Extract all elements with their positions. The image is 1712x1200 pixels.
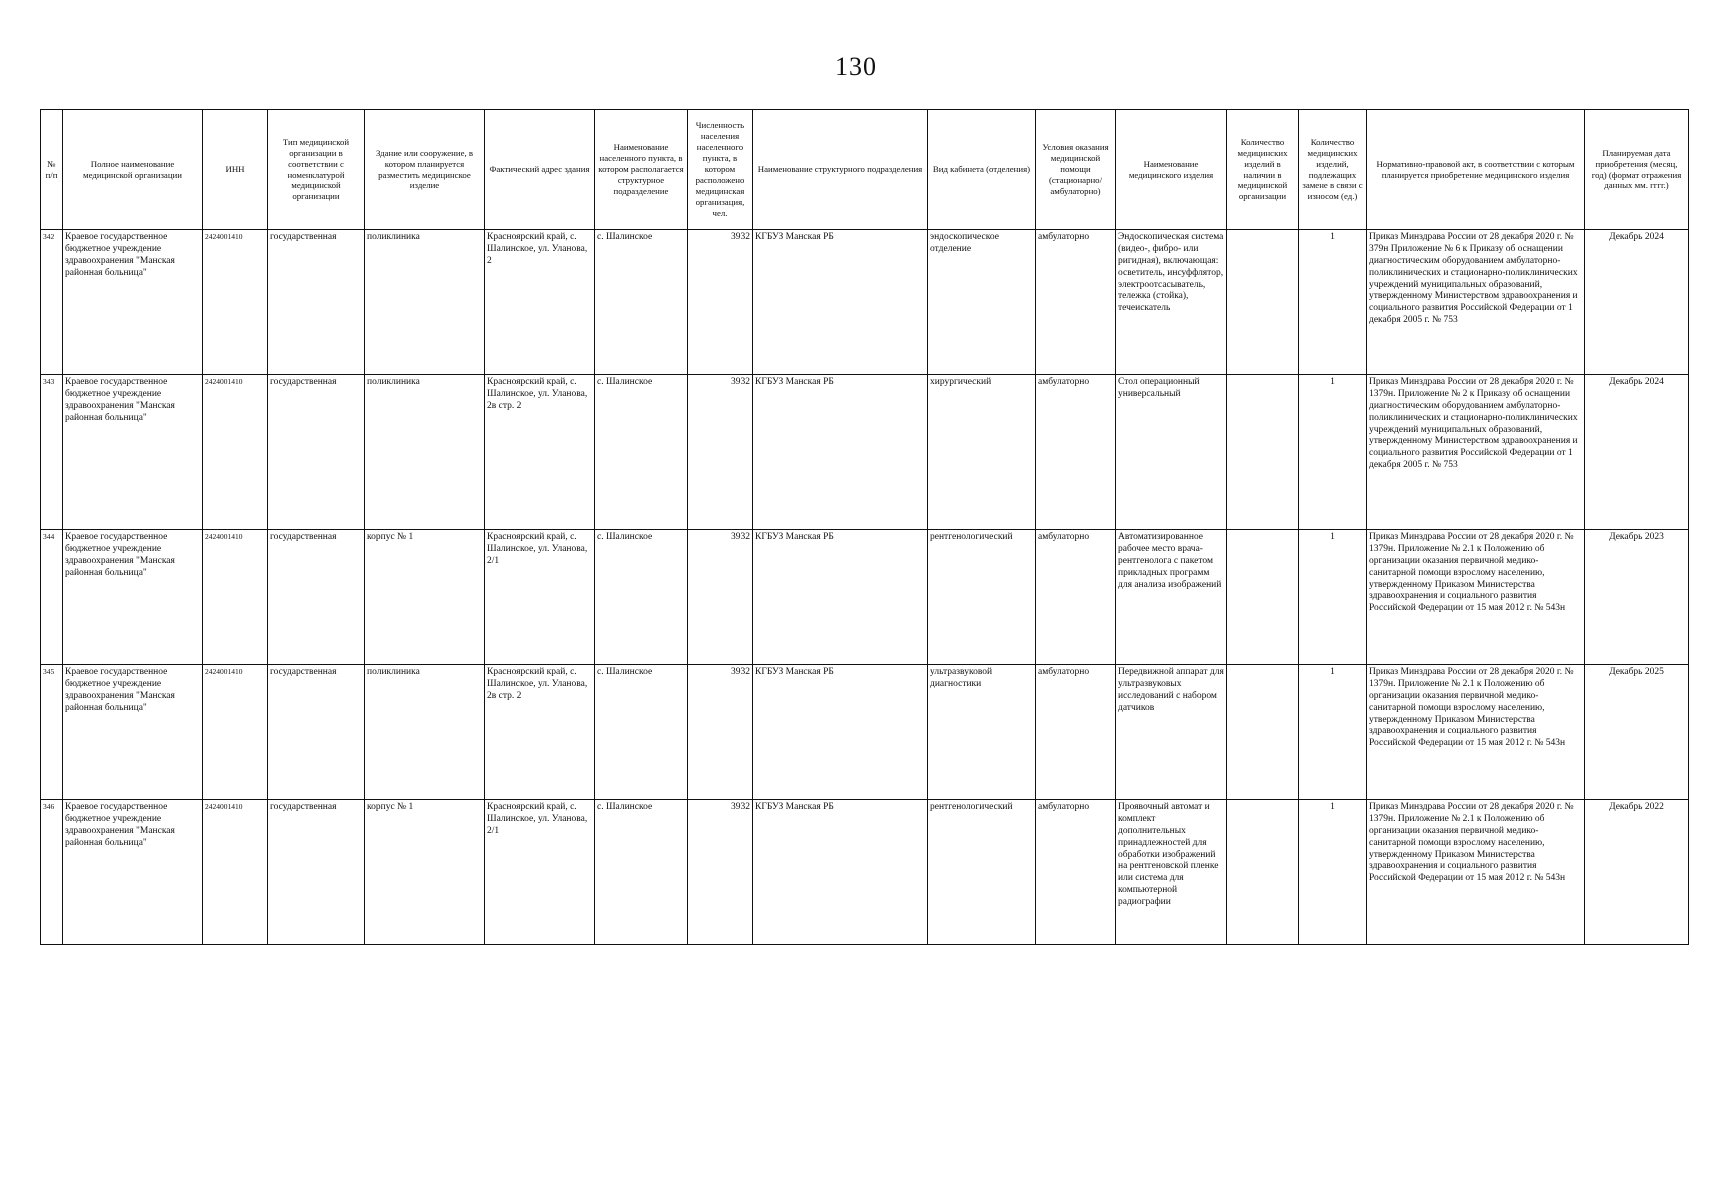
cell-num: 344 xyxy=(41,530,63,665)
cell-inn: 2424001410 xyxy=(203,665,268,800)
cell-org-type: государственная xyxy=(268,665,365,800)
cell-qty-available xyxy=(1227,375,1299,530)
cell-device: Эндоскопическая система (видео-, фибро- или ригидная), включающая: осветитель, инсуффлятор, электроотсасыватель, тележка (стойка), течеискатель xyxy=(1116,230,1227,375)
header-conditions: Условия оказания медицинской помощи (стационарно/ амбулаторно) xyxy=(1036,110,1116,230)
header-building: Здание или сооружение, в котором планируется разместить медицинское изделие xyxy=(365,110,485,230)
cell-population: 3932 xyxy=(688,230,753,375)
cell-settlement: с. Шалинское xyxy=(595,230,688,375)
cell-inn: 2424001410 xyxy=(203,230,268,375)
header-qty-available: Количество медицинских изделий в наличии в медицинской организации xyxy=(1227,110,1299,230)
header-device: Наименование медицинского изделия xyxy=(1116,110,1227,230)
header-unit: Наименование структурного подразделения xyxy=(753,110,928,230)
cell-unit: КГБУЗ Манская РБ xyxy=(753,800,928,945)
cell-building: корпус № 1 xyxy=(365,530,485,665)
cell-building: поликлиника xyxy=(365,230,485,375)
cell-settlement: с. Шалинское xyxy=(595,800,688,945)
cell-planned-date: Декабрь 2024 xyxy=(1585,230,1689,375)
cell-qty-available xyxy=(1227,665,1299,800)
cell-planned-date: Декабрь 2023 xyxy=(1585,530,1689,665)
cell-unit: КГБУЗ Манская РБ xyxy=(753,230,928,375)
cell-org-name: Краевое государственное бюджетное учреждение здравоохранения "Манская районная больница" xyxy=(63,530,203,665)
header-legal-act: Нормативно-правовой акт, в соответствии с которым планируется приобретение медицинского изделия xyxy=(1367,110,1585,230)
cell-settlement: с. Шалинское xyxy=(595,375,688,530)
cell-qty-replace: 1 xyxy=(1299,375,1367,530)
cell-legal-act: Приказ Минздрава России от 28 декабря 2020 г. № 379н Приложение № 6 к Приказу об оснащении диагностическим оборудованием амбулаторно-поликлинических и стационарно-поликлинических учреждений муниципальных образований, утвержденному Министерством здравоохранения и социального развития Российской Федерации от 1 декабря 2005 г. № 753 xyxy=(1367,230,1585,375)
cell-qty-replace: 1 xyxy=(1299,530,1367,665)
cell-device: Стол операционный универсальный xyxy=(1116,375,1227,530)
cell-planned-date: Декабрь 2025 xyxy=(1585,665,1689,800)
cell-population: 3932 xyxy=(688,665,753,800)
cell-org-type: государственная xyxy=(268,530,365,665)
cell-qty-available xyxy=(1227,800,1299,945)
cell-num: 345 xyxy=(41,665,63,800)
cell-legal-act: Приказ Минздрава России от 28 декабря 2020 г. № 1379н. Приложение № 2 к Приказу об оснащении диагностическим оборудованием амбулаторно-поликлинических и стационарно-поликлинических учреждений муниципальных образований, утвержденному Министерством здравоохранения и социального развития Российской Федерации от 1 декабря 2005 г. № 753 xyxy=(1367,375,1585,530)
cell-inn: 2424001410 xyxy=(203,530,268,665)
cell-num: 342 xyxy=(41,230,63,375)
table-row xyxy=(41,230,1689,375)
header-address: Фактический адрес здания xyxy=(485,110,595,230)
cell-population: 3932 xyxy=(688,530,753,665)
cell-unit: КГБУЗ Манская РБ xyxy=(753,375,928,530)
cell-org-type: государственная xyxy=(268,800,365,945)
cell-address: Красноярский край, с. Шалинское, ул. Уланова, 2в стр. 2 xyxy=(485,375,595,530)
cell-qty-replace: 1 xyxy=(1299,665,1367,800)
cell-num: 346 xyxy=(41,800,63,945)
cell-org-type: государственная xyxy=(268,230,365,375)
table-row xyxy=(41,800,1689,945)
cell-address: Красноярский край, с. Шалинское, ул. Уланова, 2/1 xyxy=(485,530,595,665)
header-settlement: Наименование населенного пункта, в котором располагается структурное подразделение xyxy=(595,110,688,230)
cell-population: 3932 xyxy=(688,375,753,530)
cell-inn: 2424001410 xyxy=(203,800,268,945)
cell-org-name: Краевое государственное бюджетное учреждение здравоохранения "Манская районная больница" xyxy=(63,230,203,375)
cell-unit: КГБУЗ Манская РБ xyxy=(753,530,928,665)
header-num: № п/п xyxy=(41,110,63,230)
header-planned-date: Планируемая дата приобретения (месяц, год) (формат отражения данных мм. гггг.) xyxy=(1585,110,1689,230)
cell-qty-replace: 1 xyxy=(1299,800,1367,945)
cell-conditions: амбулаторно xyxy=(1036,375,1116,530)
cell-address: Красноярский край, с. Шалинское, ул. Уланова, 2в стр. 2 xyxy=(485,665,595,800)
cell-conditions: амбулаторно xyxy=(1036,665,1116,800)
header-inn: ИНН xyxy=(203,110,268,230)
cell-org-name: Краевое государственное бюджетное учреждение здравоохранения "Манская районная больница" xyxy=(63,800,203,945)
page-number: 130 xyxy=(835,52,877,81)
header-population: Численность населения населенного пункта, в котором расположено медицинская организация, чел. xyxy=(688,110,753,230)
cell-org-type: государственная xyxy=(268,375,365,530)
cell-settlement: с. Шалинское xyxy=(595,665,688,800)
cell-building: поликлиника xyxy=(365,375,485,530)
cell-legal-act: Приказ Минздрава России от 28 декабря 2020 г. № 1379н. Приложение № 2.1 к Положению об организации оказания первичной медико-санитарной помощи взрослому населению, утвержденному Приказом Министерства здравоохранения и социального развития Российской Федерации от 15 мая 2012 г. № 543н xyxy=(1367,530,1585,665)
cell-inn: 2424001410 xyxy=(203,375,268,530)
cell-org-name: Краевое государственное бюджетное учреждение здравоохранения "Манская районная больница" xyxy=(63,375,203,530)
cell-device: Проявочный автомат и комплект дополнительных принадлежностей для обработки изображений на рентгеновской пленке или система для компьютерной радиографии xyxy=(1116,800,1227,945)
table-header-row xyxy=(41,110,1689,230)
cell-planned-date: Декабрь 2022 xyxy=(1585,800,1689,945)
cell-conditions: амбулаторно xyxy=(1036,800,1116,945)
cell-legal-act: Приказ Минздрава России от 28 декабря 2020 г. № 1379н. Приложение № 2.1 к Положению об организации оказания первичной медико-санитарной помощи взрослому населению, утвержденному Приказом Министерства здравоохранения и социального развития Российской Федерации от 15 мая 2012 г. № 543н xyxy=(1367,665,1585,800)
header-org-type: Тип медицинской организации в соответствии с номенклатурой медицинской организации xyxy=(268,110,365,230)
cell-cabinet: хирургический xyxy=(928,375,1036,530)
cell-conditions: амбулаторно xyxy=(1036,530,1116,665)
header-cabinet: Вид кабинета (отделения) xyxy=(928,110,1036,230)
cell-building: поликлиника xyxy=(365,665,485,800)
table-row xyxy=(41,665,1689,800)
cell-address: Красноярский край, с. Шалинское, ул. Уланова, 2/1 xyxy=(485,800,595,945)
cell-planned-date: Декабрь 2024 xyxy=(1585,375,1689,530)
cell-legal-act: Приказ Минздрава России от 28 декабря 2020 г. № 1379н. Приложение № 2.1 к Положению об организации оказания первичной медико-санитарной помощи взрослому населению, утвержденному Приказом Министерства здравоохранения и социального развития Российской Федерации от 15 мая 2012 г. № 543н xyxy=(1367,800,1585,945)
cell-address: Красноярский край, с. Шалинское, ул. Уланова, 2 xyxy=(485,230,595,375)
cell-settlement: с. Шалинское xyxy=(595,530,688,665)
cell-device: Автоматизированное рабочее место врача-рентгенолога с пакетом прикладных программ для анализа изображений xyxy=(1116,530,1227,665)
cell-building: корпус № 1 xyxy=(365,800,485,945)
cell-org-name: Краевое государственное бюджетное учреждение здравоохранения "Манская районная больница" xyxy=(63,665,203,800)
table-row xyxy=(41,375,1689,530)
header-org-name: Полное наименование медицинской организации xyxy=(63,110,203,230)
cell-unit: КГБУЗ Манская РБ xyxy=(753,665,928,800)
header-qty-replace: Количество медицинских изделий, подлежащих замене в связи с износом (ед.) xyxy=(1299,110,1367,230)
cell-cabinet: рентгенологический xyxy=(928,800,1036,945)
cell-cabinet: рентгенологический xyxy=(928,530,1036,665)
cell-population: 3932 xyxy=(688,800,753,945)
cell-qty-replace: 1 xyxy=(1299,230,1367,375)
cell-cabinet: ультразвуковой диагностики xyxy=(928,665,1036,800)
cell-device: Передвижной аппарат для ультразвуковых исследований с набором датчиков xyxy=(1116,665,1227,800)
cell-qty-available xyxy=(1227,530,1299,665)
cell-conditions: амбулаторно xyxy=(1036,230,1116,375)
table-row xyxy=(41,530,1689,665)
cell-num: 343 xyxy=(41,375,63,530)
cell-cabinet: эндоскопическое отделение xyxy=(928,230,1036,375)
equipment-register-table xyxy=(40,109,1689,945)
cell-qty-available xyxy=(1227,230,1299,375)
